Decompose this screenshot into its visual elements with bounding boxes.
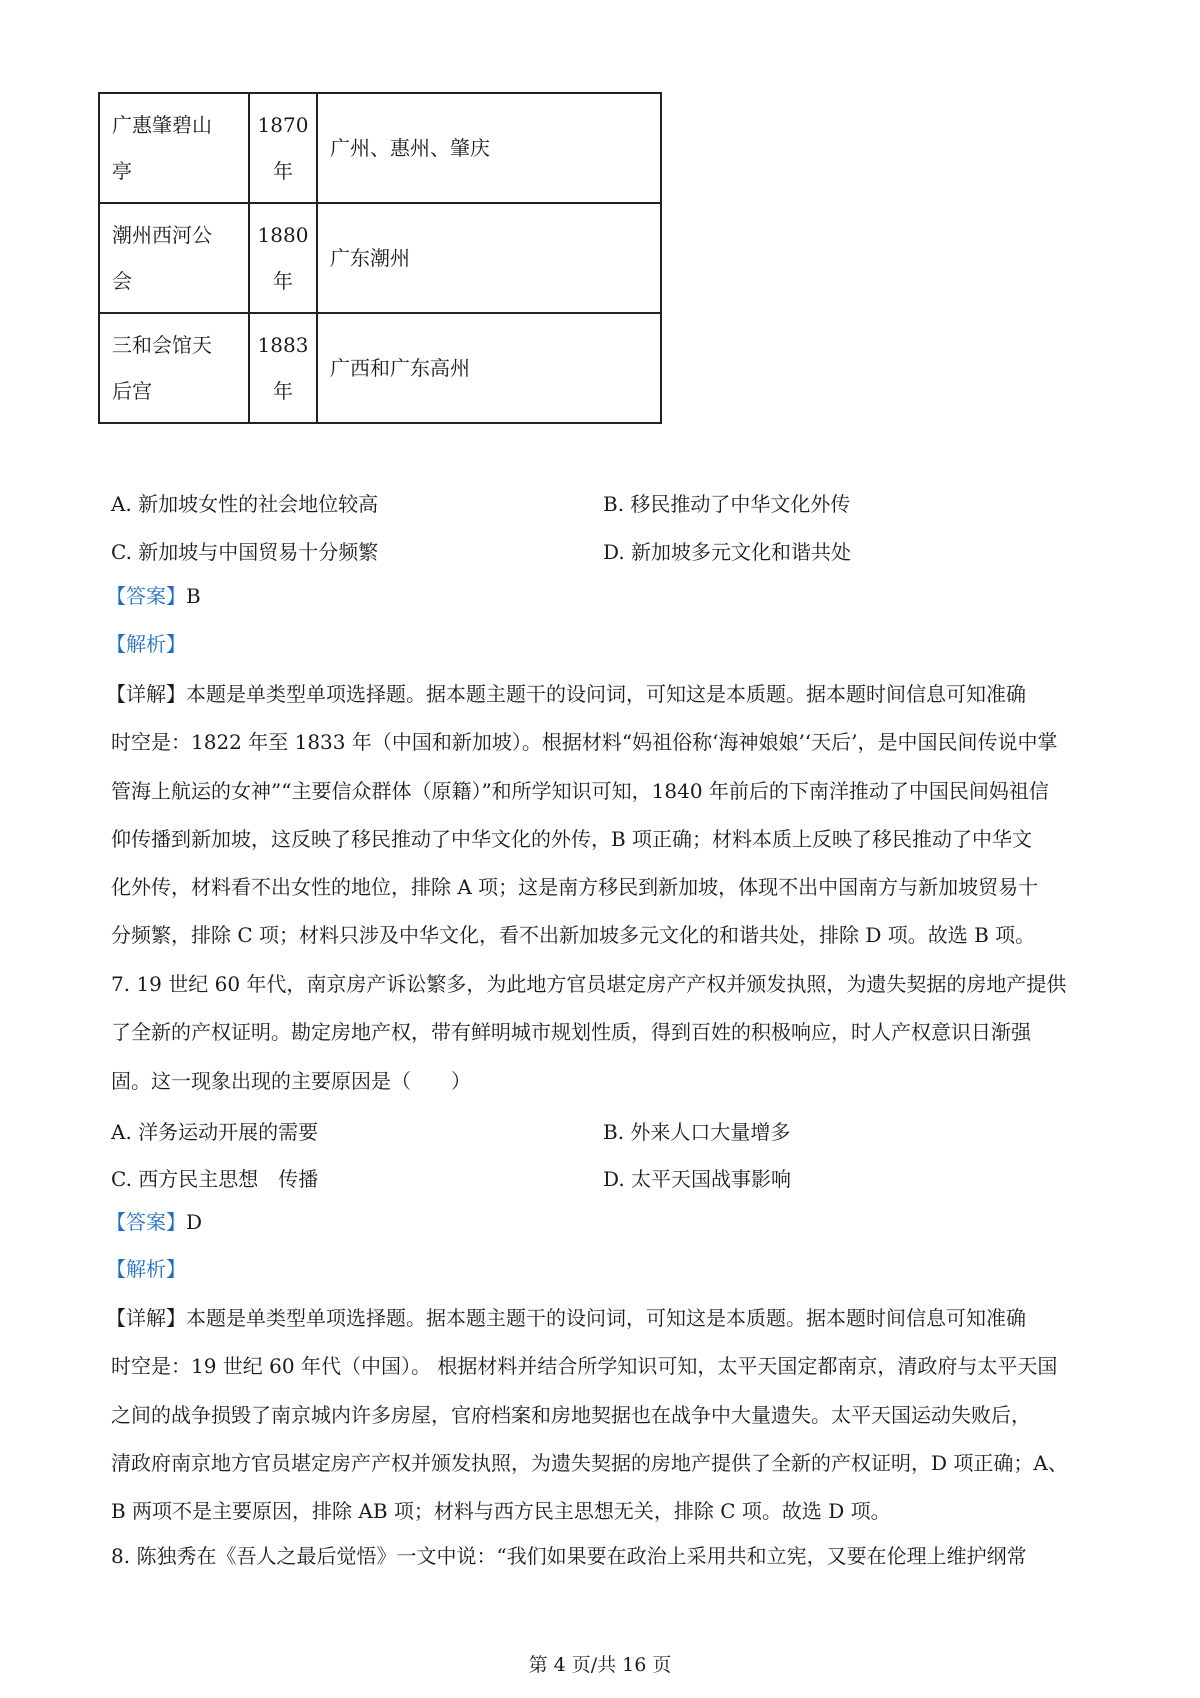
q6-option-c: C. 新加坡与中国贸易十分频繁 (111, 540, 379, 564)
table-row (99, 93, 661, 203)
stem-line: 固。这一现象出现的主要原因是（ ） (111, 1068, 471, 1093)
q7-option-a: A. 洋务运动开展的需要 (111, 1120, 319, 1144)
answer-value: B (186, 584, 201, 608)
q6-option-a: A. 新加坡女性的社会地位较高 (111, 492, 379, 516)
detail-line: B 两项不是主要原因，排除 AB 项；材料与西方民主思想无关，排除 C 项。故选 D 项。 (111, 1499, 891, 1524)
origin-table (98, 92, 662, 424)
detail-tag: 【详解】 (106, 682, 186, 706)
detail-line: 管海上航运的女神”“主要信众群体（原籍）”和所学知识可知，1840 年前后的下南洋推动了中国民间妈祖信 (111, 778, 1049, 803)
table-cell-name: 广惠肇碧山 亭 (99, 93, 249, 203)
table-row (99, 203, 661, 313)
table-cell-origin: 广东潮州 (317, 203, 661, 313)
table-cell-name: 三和会馆天 后宫 (99, 313, 249, 423)
answer-tag: 【答案】 (106, 1210, 186, 1234)
stem-line: 7. 19 世纪 60 年代，南京房产诉讼繁多，为此地方官员堪定房产产权并颁发执照，为遗失契据的房地产提供 (111, 972, 1067, 996)
stem-line: 了全新的产权证明。勘定房地产权，带有鲜明城市规划性质，得到百姓的积极响应，时人产权意识日渐强 (111, 1020, 1031, 1045)
table-cell-name: 潮州西河公 会 (99, 203, 249, 313)
answer-value: D (186, 1210, 203, 1234)
table-cell-origin: 广州、惠州、肇庆 (317, 93, 661, 203)
table-cell-year: 1883年 (249, 313, 317, 423)
q6-answer (106, 574, 201, 618)
detail-line: 时空是：19 世纪 60 年代（中国）。 根据材料并结合所学知识可知，太平天国定都南京，清政府与太平天国 (111, 1354, 1058, 1379)
detail-line: 清政府南京地方官员堪定房产产权并颁发执照，为遗失契据的房地产提供了全新的产权证明，D 项正确；A、 (111, 1450, 1068, 1475)
detail-line: 之间的战争损毁了南京城内许多房屋，官府档案和房地契据也在战争中大量遗失。太平天国运动失败后， (111, 1402, 1031, 1427)
q6-analysis-tag: 【解析】 (106, 632, 186, 656)
table-cell-year: 1870年 (249, 93, 317, 203)
detail-line: 【详解】本题是单类型单项选择题。据本题主题干的设问词，可知这是本质题。据本题时间信息可知准确 (106, 682, 1026, 706)
q6-option-d: D. 新加坡多元文化和谐共处 (603, 540, 852, 564)
page-number: 第 4 页/共 16 页 (528, 1654, 672, 1676)
q7-analysis-tag: 【解析】 (106, 1257, 186, 1281)
q7-option-c: C. 西方民主思想 传播 (111, 1167, 319, 1191)
q7-option-b: B. 外来人口大量增多 (603, 1120, 791, 1144)
q7-answer (106, 1200, 202, 1244)
q6-detail (106, 670, 1091, 960)
detail-line: 【详解】本题是单类型单项选择题。据本题主题干的设问词，可知这是本质题。据本题时间信息可知准确 (106, 1306, 1026, 1330)
stem-line: 8. 陈独秀在《吾人之最后觉悟》一文中说：“我们如果要在政治上采用共和立宪，又要在伦理上维护纲常 (111, 1544, 1027, 1568)
table-cell-year: 1880年 (249, 203, 317, 313)
detail-tag: 【详解】 (106, 1306, 186, 1330)
q7-option-d: D. 太平天国战事影响 (603, 1167, 792, 1191)
q7-detail (106, 1294, 1091, 1535)
table-cell-origin: 广西和广东高州 (317, 313, 661, 423)
detail-line: 仰传播到新加坡，这反映了移民推动了中华文化的外传，B 项正确；材料本质上反映了移民推动了中华文 (111, 826, 1033, 851)
answer-tag: 【答案】 (106, 584, 186, 608)
detail-line: 分频繁，排除 C 项；材料只涉及中华文化，看不出新加坡多元文化的和谐共处，排除 D 项。故选 B 项。 (111, 923, 1036, 948)
q6-option-b: B. 移民推动了中华文化外传 (603, 492, 851, 516)
q8-stem (111, 1532, 1096, 1580)
detail-line: 时空是：1822 年至 1833 年（中国和新加坡）。根据材料“妈祖俗称‘海神娘娘’‘天后’，是中国民间传说中掌 (111, 730, 1058, 755)
detail-line: 化外传，材料看不出女性的地位，排除 A 项；这是南方移民到新加坡，体现不出中国南方与新加坡贸易十 (111, 875, 1039, 900)
table-row (99, 313, 661, 423)
q7-stem (111, 960, 1096, 1105)
